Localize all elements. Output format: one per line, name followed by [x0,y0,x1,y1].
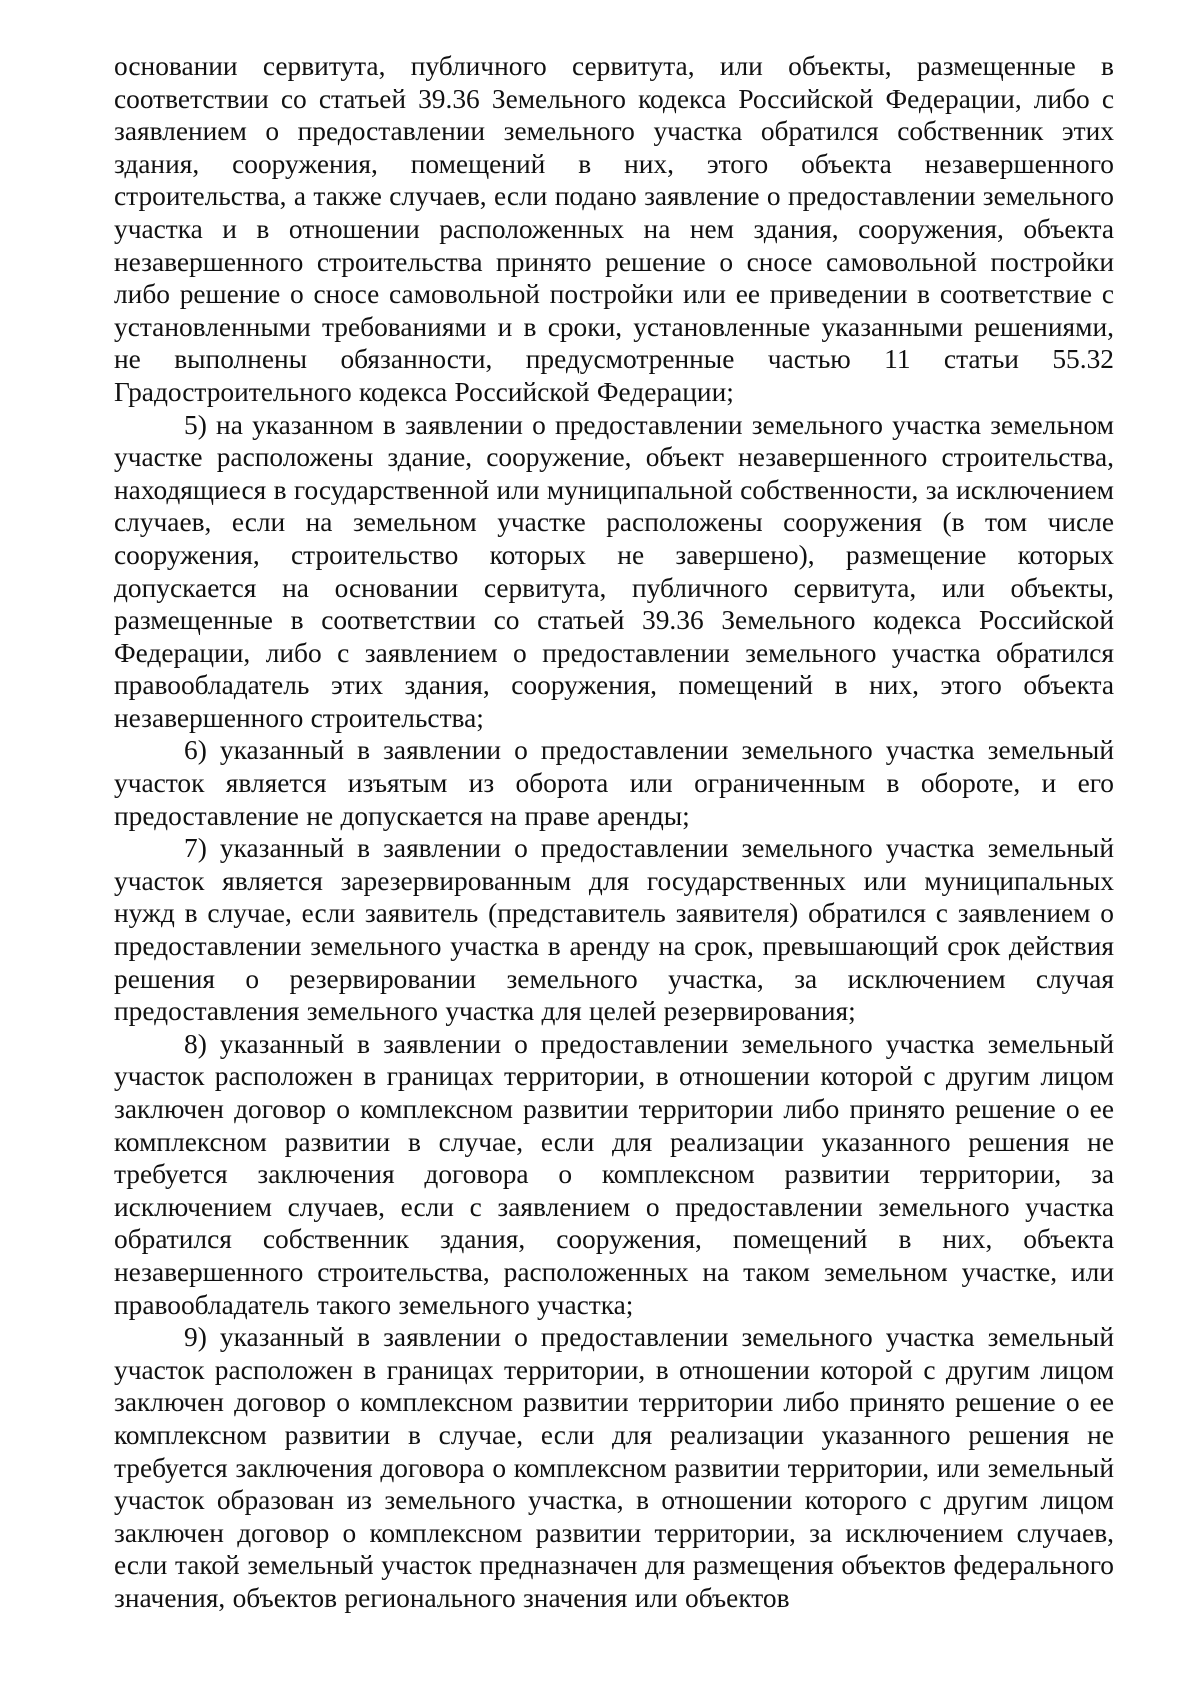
paragraph-item-5: 5) на указанном в заявлении о предоставлении земельного участка земельном участке расположены здание, сооружение, объект незавершенного строительства, находящиеся в государственной или муниципальной собственности, за исключением случаев, если на земельном участке расположены сооружения (в том числе сооружения, строительство которых не завершено), размещение которых допускается на основании сервитута, публичного сервитута, или объекты, размещенные в соответствии со статьей 39.36 Земельного кодекса Российской Федерации, либо с заявлением о предоставлении земельного участка обратился правообладатель этих здания, сооружения, помещений в них, этого объекта незавершенного строительства; [114,409,1114,733]
paragraph-continuation: основании сервитута, публичного сервитута, или объекты, размещенные в соответствии со статьей 39.36 Земельного кодекса Российской Федерации, либо с заявлением о предоставлении земельного участка обратился собственник этих здания, сооружения, помещений в них, этого объекта незавершенного строительства, а также случаев, если подано заявление о предоставлении земельного участка и в отношении расположенных на нем здания, сооружения, объекта незавершенного строительства принято решение о сносе самовольной постройки либо решение о сносе самовольной постройки или ее приведении в соответствие с установленными требованиями и в сроки, установленные указанными решениями, не выполнены обязанности, предусмотренные частью 11 статьи 55.32 Градостроительного кодекса Российской Федерации; [114,51,1114,407]
paragraph-item-9: 9) указанный в заявлении о предоставлении земельного участка земельный участок расположен в границах территории, в отношении которой с другим лицом заключен договор о комплексном развитии территории либо принято решение о ее комплексном развитии в случае, если для реализации указанного решения не требуется заключения договора о комплексном развитии территории, или земельный участок образован из земельного участка, в отношении которого с другим лицом заключен договор о комплексном развитии территории, за исключением случаев, если такой земельный участок предназначен для размещения объектов федерального значения, объектов регионального значения или объектов [114,1322,1114,1613]
paragraph-item-7: 7) указанный в заявлении о предоставлении земельного участка земельный участок является зарезервированным для государственных или муниципальных нужд в случае, если заявитель (представитель заявителя) обратился с заявлением о предоставлении земельного участка в аренду на срок, превышающий срок действия решения о резервировании земельного участка, за исключением случая предоставления земельного участка для целей резервирования; [114,833,1114,1027]
paragraph-item-6: 6) указанный в заявлении о предоставлении земельного участка земельный участок является изъятым из оборота или ограниченным в обороте, и его предоставление не допускается на праве аренды; [114,735,1114,831]
paragraph-item-8: 8) указанный в заявлении о предоставлении земельного участка земельный участок расположен в границах территории, в отношении которой с другим лицом заключен договор о комплексном развитии территории либо принято решение о ее комплексном развитии в случае, если для реализации указанного решения не требуется заключения договора о комплексном развитии территории, за исключением случаев, если с заявлением о предоставлении земельного участка обратился собственник здания, сооружения, помещений в них, объекта незавершенного строительства, расположенных на таком земельном участке, или правообладатель такого земельного участка; [114,1028,1114,1320]
document-page [114,50,1114,1615]
